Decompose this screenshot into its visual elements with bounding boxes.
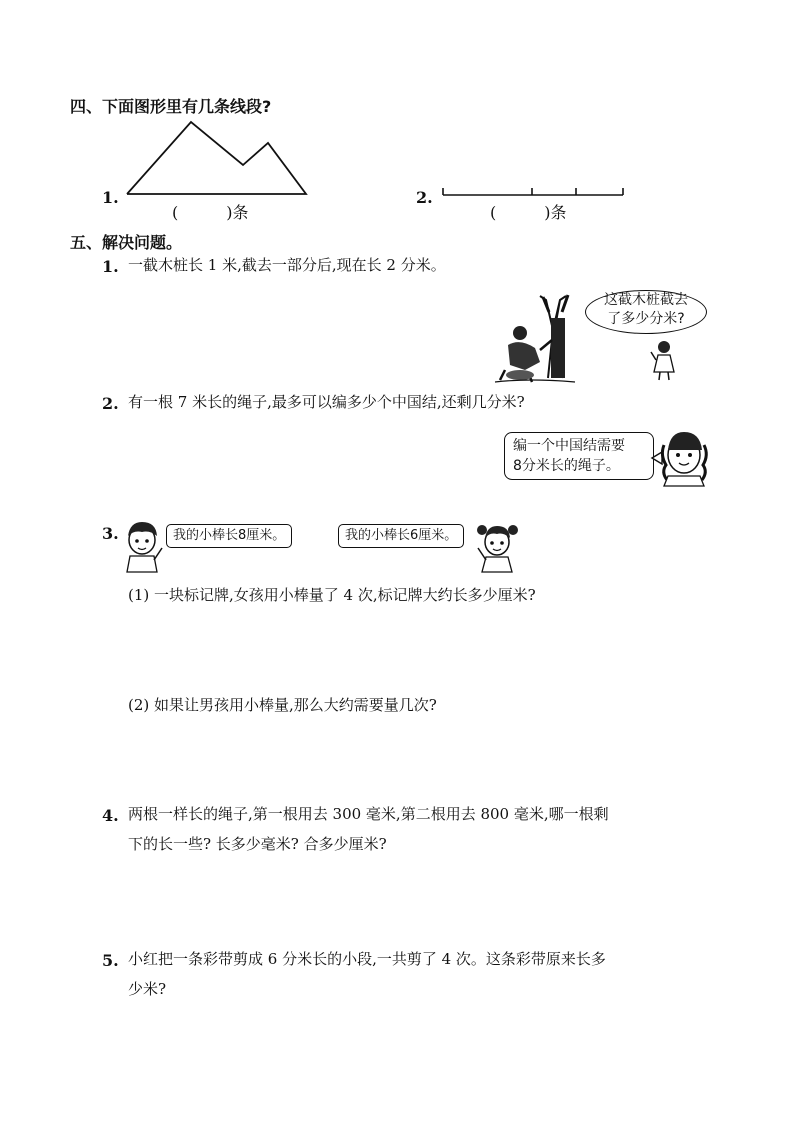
q3-sub2-text: (2) 如果让男孩用小棒量,那么大约需要量几次?: [128, 696, 437, 714]
section4-title: 四、下面图形里有几条线段?: [70, 97, 272, 116]
q1-bubble-line2: 了多少分米?: [607, 311, 685, 327]
girl-speech-bubble: 我的小棒长6厘米。: [338, 524, 464, 548]
q5-line1: 小红把一条彩带剪成 6 分米长的小段,一共剪了 4 次。这条彩带原来长多: [128, 950, 606, 968]
q5-number: 5.: [102, 951, 119, 970]
section4-q1-answer-blank[interactable]: ( )条: [172, 203, 249, 222]
q2-bubble-line2: 8分米长的绳子。: [513, 458, 620, 474]
section4-q2-number: 2.: [416, 188, 433, 207]
section5-title: 五、解决问题。: [70, 233, 183, 252]
q1-text: 一截木桩长 1 米,截去一部分后,现在长 2 分米。: [128, 256, 446, 274]
q2-text: 有一根 7 米长的绳子,最多可以编多少个中国结,还剩几分米?: [128, 393, 525, 411]
q3-sub1-text: (1) 一块标记牌,女孩用小棒量了 4 次,标记牌大约长多少厘米?: [128, 586, 536, 604]
q4-number: 4.: [102, 806, 119, 825]
q1-bubble-line1: 这截木桩截去: [604, 292, 688, 308]
q2-number: 2.: [102, 394, 119, 413]
q5-line2: 少米?: [128, 980, 167, 998]
q2-bubble-line1: 编一个中国结需要: [513, 438, 625, 454]
q4-line1: 两根一样长的绳子,第一根用去 300 毫米,第二根用去 800 毫米,哪一根剩: [128, 805, 609, 823]
section4-q2-answer-blank[interactable]: ( )条: [490, 203, 567, 222]
boy-speech-bubble: 我的小棒长8厘米。: [166, 524, 292, 548]
q4-line2: 下的长一些? 长多少毫米? 合多少厘米?: [128, 835, 387, 853]
q1-number: 1.: [102, 257, 119, 276]
section4-q1-number: 1.: [102, 188, 119, 207]
q3-number: 3.: [102, 524, 119, 543]
